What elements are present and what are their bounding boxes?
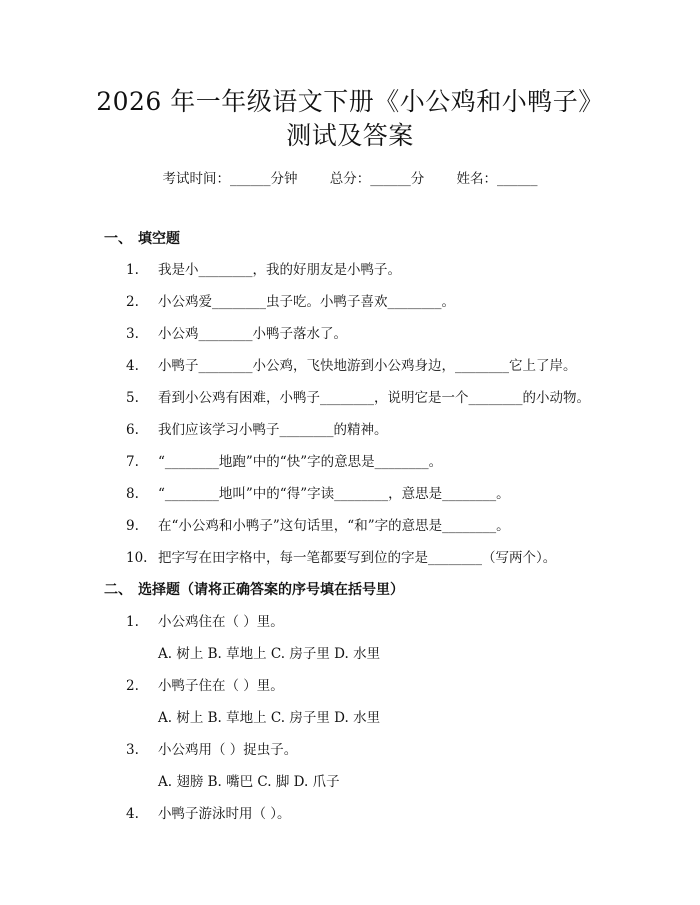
question-text: 我是小________，我的好朋友是小鸭子。 bbox=[158, 262, 401, 278]
question-item bbox=[126, 356, 577, 376]
exam-info bbox=[0, 169, 700, 189]
question-item bbox=[126, 804, 291, 824]
question-number: 6. bbox=[126, 422, 139, 438]
question-item bbox=[126, 452, 442, 472]
question-number: 2. bbox=[126, 678, 139, 694]
question-item bbox=[126, 420, 388, 440]
answer-options: A. 树上 B. 草地上 C. 房子里 D. 水里 bbox=[158, 710, 381, 726]
question-item bbox=[126, 676, 284, 696]
section-title: 填空题 bbox=[138, 231, 180, 247]
question-text: 小鸭子游泳时用（ ）。 bbox=[158, 806, 291, 822]
section-heading-multiple-choice bbox=[104, 580, 404, 600]
question-text: “________地叫”中的“得”字读________，意思是________。 bbox=[158, 486, 510, 502]
section-title: 选择题（请将正确答案的序号填在括号里） bbox=[138, 582, 404, 598]
question-number: 4. bbox=[126, 358, 139, 374]
question-number: 1. bbox=[126, 614, 139, 630]
document-subtitle: 测试及答案 bbox=[286, 121, 414, 150]
question-number: 3. bbox=[126, 326, 139, 342]
question-text: 小鸭子________小公鸡，飞快地游到小公鸡身边，________它上了岸。 bbox=[158, 358, 577, 374]
question-number: 4. bbox=[126, 806, 139, 822]
section-heading-fill-blank bbox=[104, 229, 180, 249]
question-text: 小鸭子住在（ ）里。 bbox=[158, 678, 284, 694]
question-number: 8. bbox=[126, 486, 139, 502]
question-number: 7. bbox=[126, 454, 139, 470]
question-text: 小公鸡________小鸭子落水了。 bbox=[158, 326, 347, 342]
section-number: 一、 bbox=[104, 231, 132, 247]
question-item bbox=[126, 388, 590, 408]
total-score-field: 总分：______分 bbox=[329, 171, 425, 187]
question-item bbox=[126, 740, 297, 760]
question-number: 1. bbox=[126, 262, 139, 278]
question-number: 5. bbox=[126, 390, 139, 406]
exam-time-field: 考试时间：______分钟 bbox=[162, 171, 298, 187]
question-text: 小公鸡用（ ）捉虫子。 bbox=[158, 742, 298, 758]
question-number: 2. bbox=[126, 294, 139, 310]
answer-options: A. 翅膀 B. 嘴巴 C. 脚 D. 爪子 bbox=[158, 774, 340, 790]
question-number: 10. bbox=[126, 550, 148, 566]
student-name-field: 姓名：______ bbox=[456, 171, 538, 187]
question-item bbox=[126, 292, 455, 312]
question-item bbox=[126, 484, 510, 504]
document-title: 2026 年一年级语文下册《小公鸡和小鸭子》 bbox=[96, 87, 604, 116]
question-text: 我们应该学习小鸭子________的精神。 bbox=[158, 422, 388, 438]
question-text: 在“小公鸡和小鸭子”这句话里，“和”字的意思是________。 bbox=[158, 518, 510, 534]
question-text: 把字写在田字格中，每一笔都要写到位的字是________（写两个）。 bbox=[158, 550, 557, 566]
question-text: 小公鸡爱________虫子吃。小鸭子喜欢________。 bbox=[158, 294, 455, 310]
question-item bbox=[126, 324, 347, 344]
question-text: 看到小公鸡有困难，小鸭子________，说明它是一个________的小动物。 bbox=[158, 390, 590, 406]
question-number: 3. bbox=[126, 742, 139, 758]
question-item bbox=[126, 260, 401, 280]
question-item bbox=[126, 612, 284, 632]
section-number: 二、 bbox=[104, 582, 132, 598]
question-number: 9. bbox=[126, 518, 139, 534]
question-text: “________地跑”中的“快”字的意思是________。 bbox=[158, 454, 443, 470]
question-text: 小公鸡住在（ ）里。 bbox=[158, 614, 284, 630]
question-item bbox=[126, 516, 510, 536]
answer-options: A. 树上 B. 草地上 C. 房子里 D. 水里 bbox=[158, 646, 381, 662]
question-item bbox=[126, 548, 556, 568]
